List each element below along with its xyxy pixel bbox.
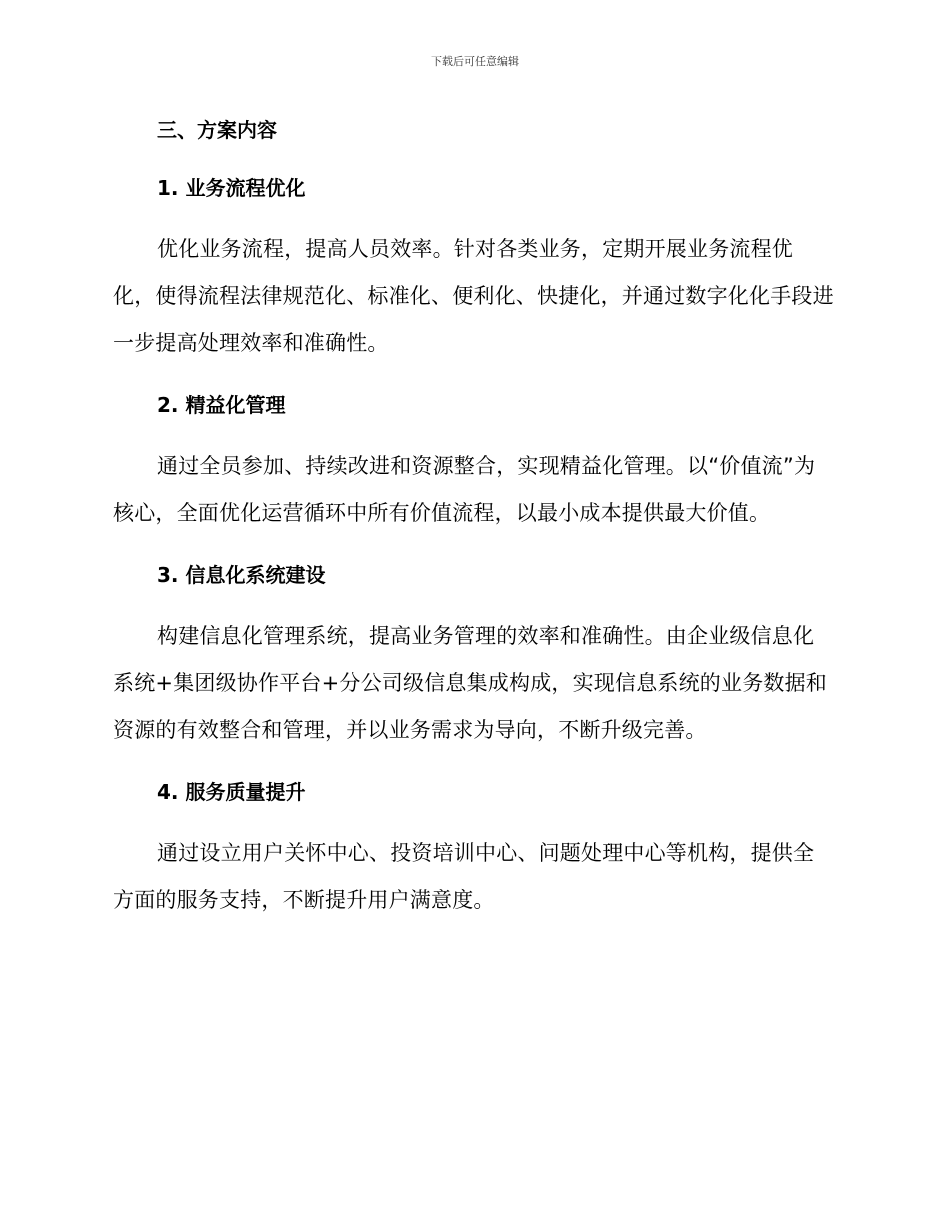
subsection-paragraph-4: 通过设立用户关怀中心、投资培训中心、问题处理中心等机构，提供全方面的服务支持，不断提升用户满意度。 bbox=[113, 841, 815, 912]
subsection-title-4: 4. 服务质量提升 bbox=[157, 780, 306, 804]
section-title: 三、方案内容 bbox=[157, 118, 277, 142]
document-body bbox=[113, 110, 835, 924]
subsection-title-3: 3. 信息化系统建设 bbox=[157, 563, 326, 587]
page-header-note: 下载后可任意编辑 bbox=[431, 55, 519, 68]
subsection-title-1: 1. 业务流程优化 bbox=[157, 176, 306, 200]
subsection-title-2: 2. 精益化管理 bbox=[157, 393, 286, 417]
subsection-paragraph-3: 构建信息化管理系统，提高业务管理的效率和准确性。由企业级信息化系统+集团级协作平台+分公司级信息集成构成，实现信息系统的业务数据和资源的有效整合和管理，并以业务需求为导向，不断升级完善。 bbox=[113, 624, 827, 742]
subsection-paragraph-1: 优化业务流程，提高人员效率。针对各类业务，定期开展业务流程优化，使得流程法律规范化、标准化、便利化、快捷化，并通过数字化化手段进一步提高处理效率和准确性。 bbox=[113, 237, 834, 355]
subsection-paragraph-2: 通过全员参加、持续改进和资源整合，实现精益化管理。以“价值流”为核心，全面优化运营循环中所有价值流程，以最小成本提供最大价值。 bbox=[113, 454, 816, 525]
